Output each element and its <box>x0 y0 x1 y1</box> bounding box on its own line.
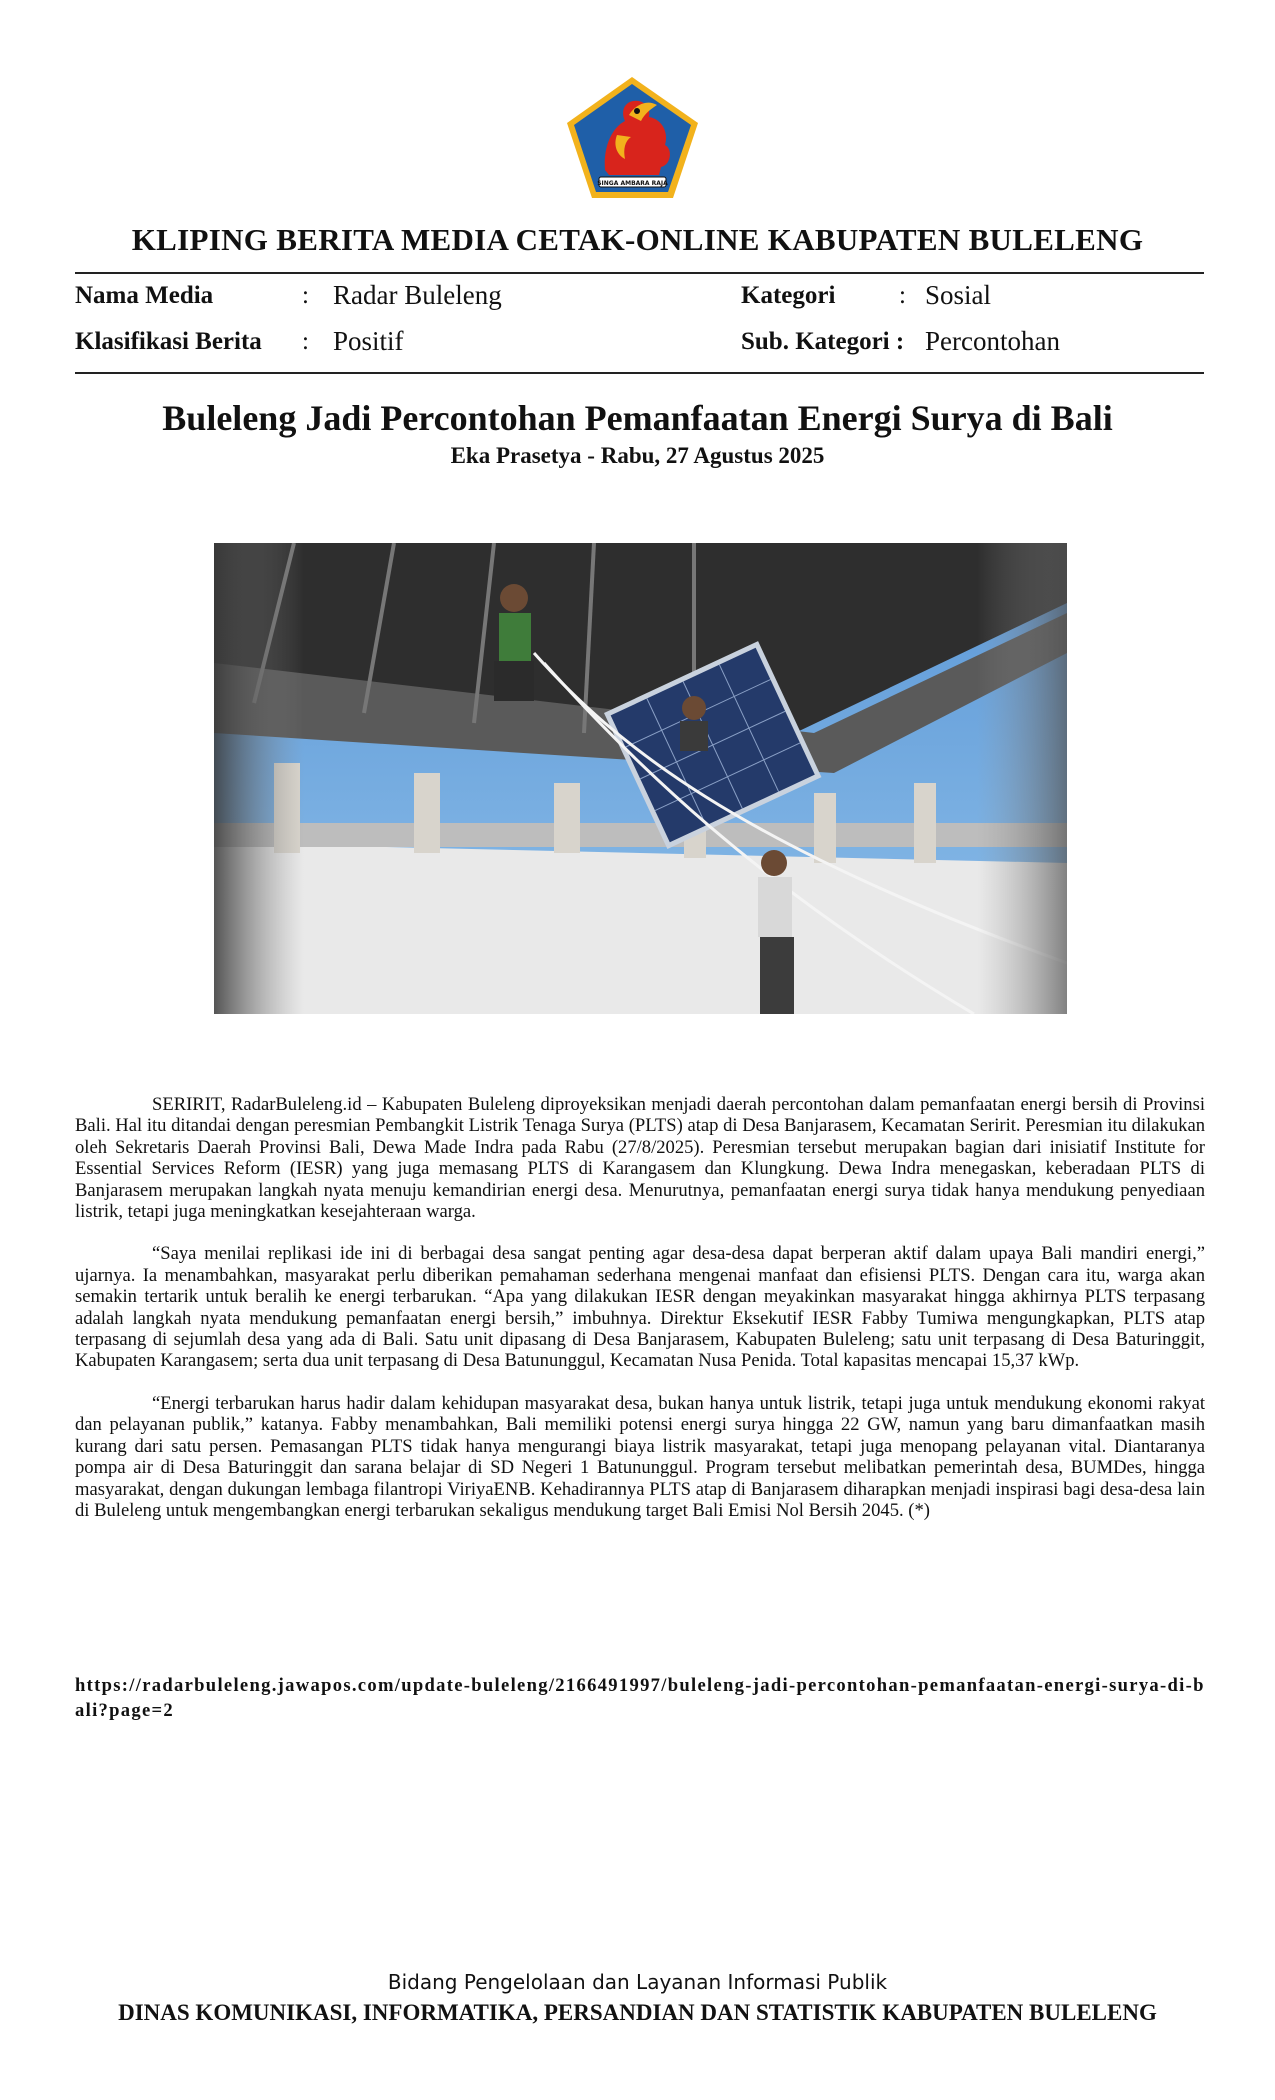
category-colon: : <box>899 282 906 309</box>
solar-panel-installation-photo <box>214 543 1067 1014</box>
footer-division: Bidang Pengelolaan dan Layanan Informasi Publik <box>387 1970 888 1994</box>
logo-motto-text: SINGA AMBARA RAJA <box>597 180 668 187</box>
subcategory-value: Percontohan <box>925 326 1060 356</box>
classification-label: Klasifikasi Berita <box>75 328 262 355</box>
article-paragraph: “Energi terbarukan harus hadir dalam kehidupan masyarakat desa, bukan hanya untuk listrik, tetapi juga untuk mendukung ekonomi rakyat dan pelayanan publik,” katanya. Fabby menambahkan, Bali memiliki potensi energi surya hingga 22 GW, namun yang baru dimanfaatkan masih kurang dari satu persen. Pemasangan PLTS tidak hanya mengurangi biaya listrik masyarakat, tetapi juga menopang pelayanan vital. Diantaranya pompa air di Desa Baturinggit dan sarana belajar di SD Negeri 1 Batununggul. Program tersebut melibatkan pemerintah desa, BUMDes, hingga masyarakat, dengan dukungan lembaga filantropi ViriyaENB. Kehadirannya PLTS atap di Banjarasem diharapkan menjadi inspirasi bagi desa-desa lain di Buleleng untuk mengembangkan energi terbarukan sekaligus mendukung target Bali Emisi Nol Bersih 2045. (*) <box>75 1392 1205 1521</box>
header-bottom-divider <box>75 372 1204 374</box>
article-body <box>75 1094 1205 1542</box>
footer-agency: DINAS KOMUNIKASI, INFORMATIKA, PERSANDIAN DAN STATISTIK KABUPATEN BULELENG <box>118 2000 1157 2025</box>
header-top-divider <box>75 272 1204 274</box>
buleleng-regency-logo <box>565 75 700 200</box>
document-title: KLIPING BERITA MEDIA CETAK-ONLINE KABUPATEN BULELENG <box>131 222 1144 257</box>
article-paragraph: SERIRIT, RadarBuleleng.id – Kabupaten Buleleng diproyeksikan menjadi daerah percontohan dalam pemanfaatan energi bersih di Provinsi Bali. Hal itu ditandai dengan peresmian Pembangkit Listrik Tenaga Surya (PLTS) atap di Desa Banjarasem, Kecamatan Seririt. Peresmian itu dilakukan oleh Sekretaris Daerah Provinsi Bali, Dewa Made Indra pada Rabu (27/8/2025). Peresmian tersebut merupakan bagian dari inisiatif Institute for Essential Services Reform (IESR) yang juga memasang PLTS di Karangasem dan Klungkung. Dewa Indra menegaskan, keberadaan PLTS di Banjarasem merupakan langkah nyata menuju kemandirian energi desa. Menurutnya, pemanfaatan energi surya tidak hanya mendukung penyediaan listrik, tetapi juga meningkatkan kesejahteraan warga. <box>75 1094 1205 1223</box>
article-paragraph: “Saya menilai replikasi ide ini di berbagai desa sangat penting agar desa-desa dapat berperan aktif dalam upaya Bali mandiri energi,” ujarnya. Ia menambahkan, masyarakat perlu diberikan pemahaman sederhana mengenai manfaat dan efisiensi PLTS. Dengan cara itu, warga akan semakin tertarik untuk beralih ke energi terbarukan. “Apa yang dilakukan IESR dengan meyakinkan masyarakat hingga akhirnya PLTS terpasang adalah langkah nyata mendukung pemanfaatan energi bersih,” imbuhnya. Direktur Eksekutif IESR Fabby Tumiwa mengungkapkan, PLTS atap terpasang di sejumlah desa yang ada di Bali. Satu unit dipasang di Desa Banjarasem, Kabupaten Buleleng; satu unit terpasang di Desa Baturinggit, Kabupaten Karangasem; serta dua unit terpasang di Desa Batununggul, Kecamatan Nusa Penida. Total kapasitas mencapai 15,37 kWp. <box>75 1243 1205 1372</box>
classification-colon: : <box>302 328 309 355</box>
source-link[interactable]: https://radarbuleleng.jawapos.com/update-buleleng/2166491997/buleleng-jadi-percontohan-pemanfaatan-energi-surya-di-bali?page=2 <box>75 1675 1205 1721</box>
media-name-label: Nama Media <box>75 282 214 309</box>
media-name-colon: : <box>302 282 309 309</box>
article-byline: Eka Prasetya - Rabu, 27 Agustus 2025 <box>450 443 825 468</box>
media-name-value: Radar Buleleng <box>333 280 502 310</box>
classification-value: Positif <box>333 326 404 356</box>
subcategory-label: Sub. Kategori : <box>741 328 905 355</box>
category-value: Sosial <box>925 280 992 310</box>
article-headline: Buleleng Jadi Percontohan Pemanfaatan Energi Surya di Bali <box>162 398 1113 438</box>
category-label: Kategori <box>741 282 836 309</box>
